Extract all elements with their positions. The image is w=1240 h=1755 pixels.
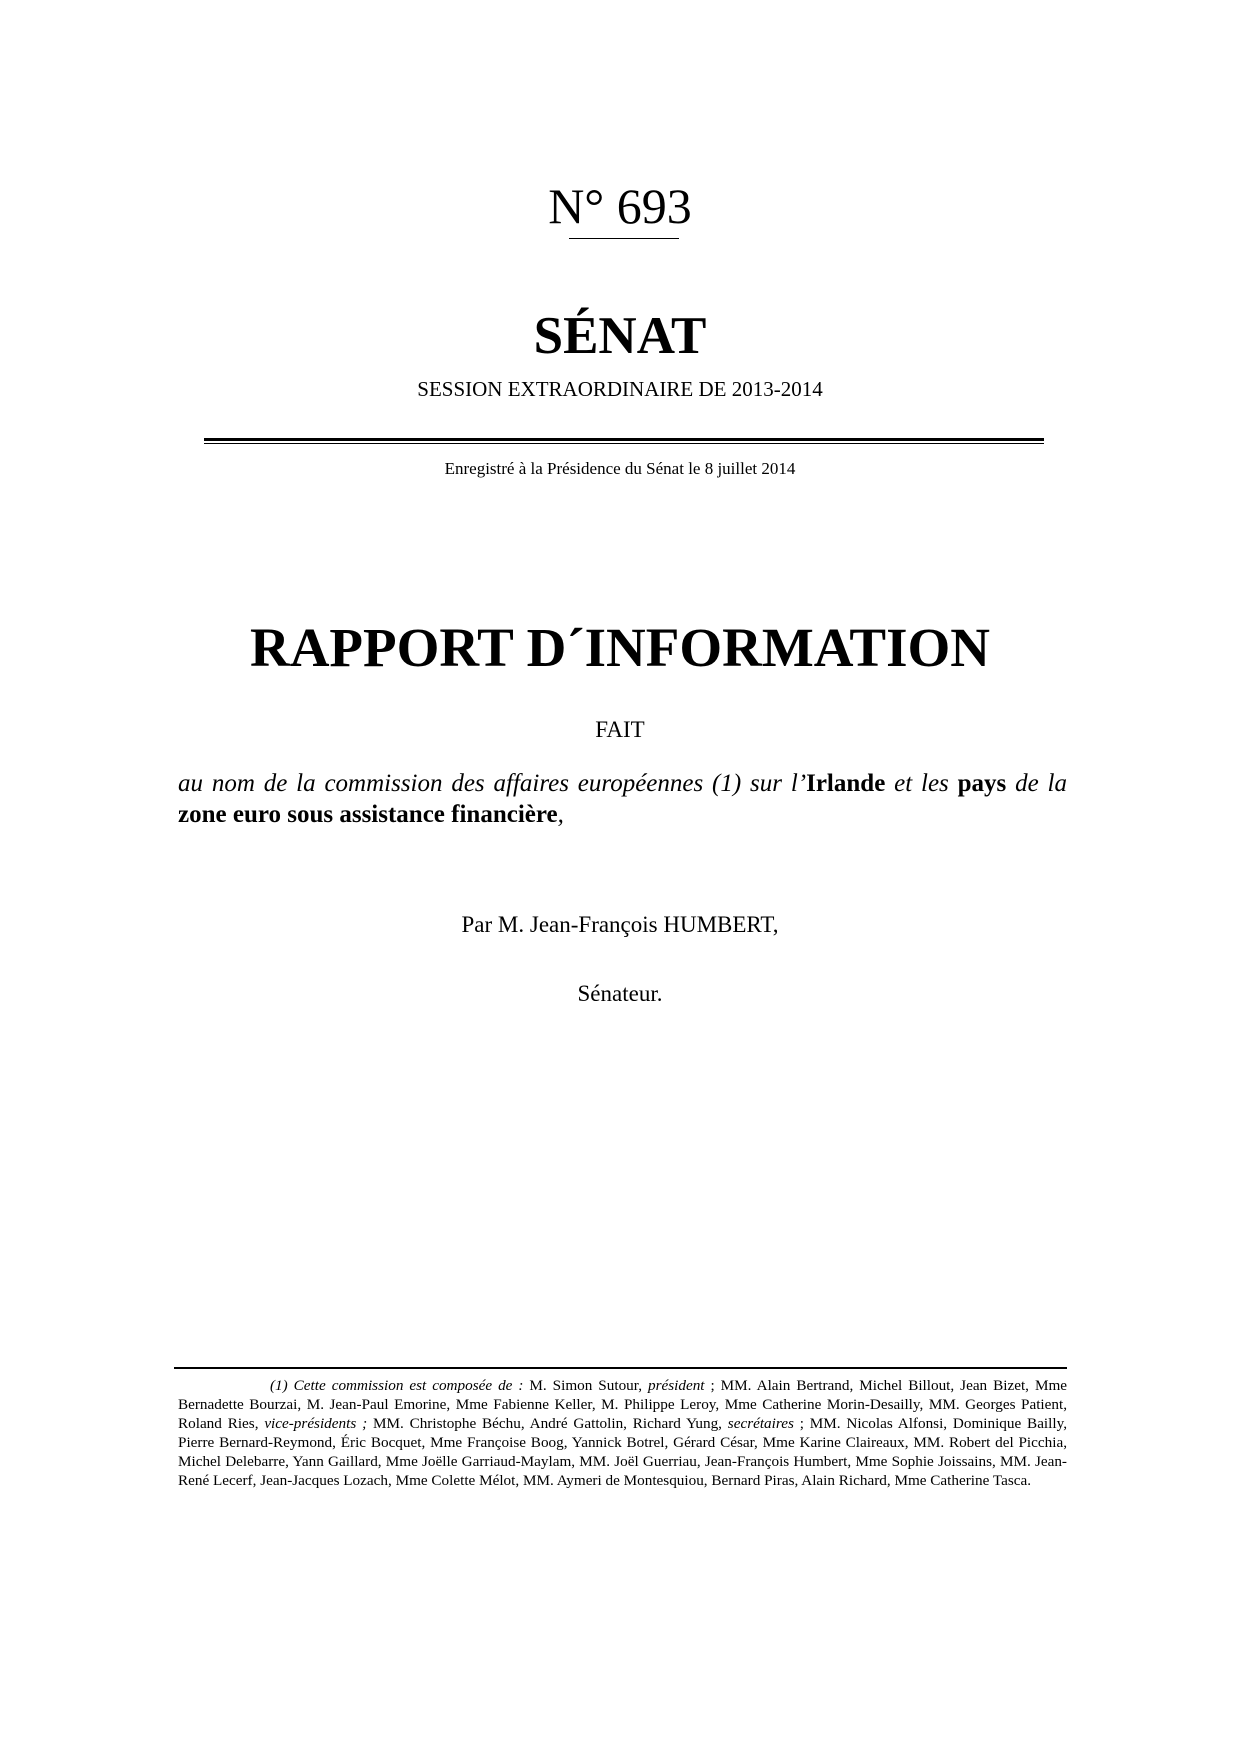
report-subject: [178, 768, 1067, 830]
fait-line: FAIT: [595, 717, 645, 742]
subject-text: de la: [1006, 770, 1067, 797]
chamber-title: SÉNAT: [533, 307, 707, 365]
commission-footnote: [178, 1376, 1067, 1490]
session-line: SESSION EXTRAORDINAIRE DE 2013-2014: [417, 377, 823, 401]
author-line: Par M. Jean-François HUMBERT,: [461, 912, 779, 937]
footnote-text: M. Simon Sutour,: [523, 1377, 648, 1394]
footnote-role: président: [647, 1377, 705, 1394]
report-title: RAPPORT D´INFORMATION: [249, 617, 991, 678]
header-double-rule: [204, 438, 1044, 444]
subject-text: au nom de la commission des affaires européennes (1) sur l’: [178, 770, 807, 797]
footnote-role: secrétaires: [727, 1415, 794, 1432]
footnote-text: MM. Christophe Béchu, André Gattolin, Richard Yung,: [367, 1415, 728, 1432]
footnote-text: ; MM. Alain Bertrand, Michel Billout, Jean Bizet, Mme Bernadette Bourzai, M. Jean-Paul Emorine, Mme Fabienne Keller, M. Philippe Leroy, Mme Catherine Morin-Desailly, MM. Georges Patient, Roland Ries,: [178, 1377, 1067, 1432]
subject-countries: pays: [957, 770, 1007, 797]
document-number: N° 693: [548, 178, 692, 234]
footnote-lead: (1) Cette commission est composée de :: [270, 1377, 524, 1394]
number-underline: [569, 238, 679, 239]
footnote-rule: [174, 1367, 1067, 1369]
registration-line: Enregistré à la Présidence du Sénat le 8 juillet 2014: [444, 459, 796, 478]
subject-country: Irlande: [806, 770, 886, 797]
footnote-role: vice-présidents ;: [264, 1415, 368, 1432]
subject-text: et les: [885, 770, 958, 797]
subject-text: ,: [557, 801, 564, 828]
author-role: Sénateur.: [577, 981, 663, 1006]
subject-topic: zone euro sous assistance financière: [178, 801, 558, 828]
footnote-text: ; MM. Nicolas Alfonsi, Dominique Bailly, Pierre Bernard-Reymond, Éric Bocquet, Mme Françoise Boog, Yannick Botrel, Gérard César, Mme Karine Claireaux, MM. Robert del Picchia, Michel Delebarre, Yann Gaillard, Mme Joëlle Garriaud-Maylam, MM. Joël Guerriau, Jean-François Humbert, Mme Sophie Joissains, MM. Jean-René Lecerf, Jean-Jacques Lozach, Mme Colette Mélot, MM. Aymeri de Montesquiou, Bernard Piras, Alain Richard, Mme Catherine Tasca.: [178, 1415, 1067, 1489]
